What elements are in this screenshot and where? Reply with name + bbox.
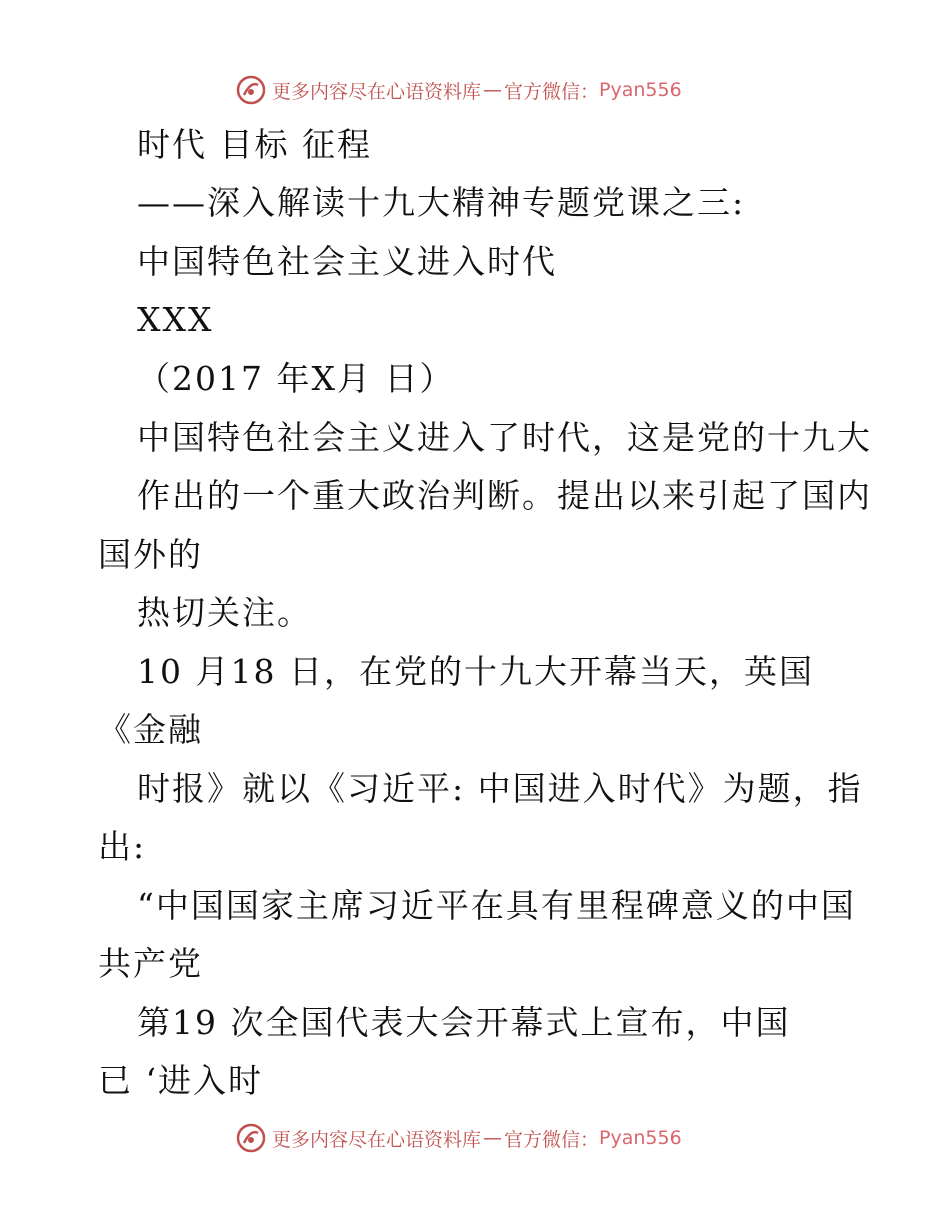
paragraph-line: 国外的 [98, 535, 203, 574]
doc-author: XXX [137, 300, 214, 339]
watermark-brand-text: 更多内容尽在心语资料库 [272, 80, 482, 103]
paragraph-line: 已 ‘进入时 [98, 1061, 263, 1100]
doc-date: （2017 年X月 日） [137, 359, 455, 398]
paragraph-line: 《金融 [98, 710, 203, 749]
doc-topic: 中国特色社会主义进入时代 [137, 242, 557, 281]
paragraph-line: 第19 次全国代表大会开幕式上宣布，中国 [137, 1003, 791, 1042]
watermark-brand-text: 更多内容尽在心语资料库 [272, 1128, 482, 1151]
doc-title: 时代 目标 征程 [137, 125, 372, 164]
paragraph-line: 热切关注。 [137, 593, 312, 632]
watermark-wechat-label: 官方微信： [504, 80, 600, 103]
paragraph-line: 共产党 [98, 944, 203, 983]
watermark-wechat-label: 官方微信： [504, 1128, 600, 1151]
paragraph-line: 10 月18 日，在党的十九大开幕当天，英国 [137, 652, 814, 691]
watermark-wechat-id: Pyan556 [599, 1127, 682, 1149]
paragraph-line: 作出的一个重大政治判断。提出以来引起了国内 [137, 476, 872, 515]
brand-logo-icon [236, 1123, 266, 1153]
paragraph-line: 时报》就以《习近平: 中国进入时代》为题，指 [137, 769, 863, 808]
footer-watermark [236, 1120, 682, 1156]
doc-subtitle: ——深入解读十九大精神专题党课之三: [137, 183, 746, 222]
brand-logo-icon [236, 75, 266, 105]
watermark-separator: — [483, 79, 503, 101]
paragraph-line: “中国国家主席习近平在具有里程碑意义的中国 [137, 886, 856, 925]
paragraph-line: 出: [98, 827, 147, 866]
header-watermark [236, 72, 682, 108]
watermark-wechat-id: Pyan556 [599, 79, 682, 101]
watermark-separator: — [483, 1127, 503, 1149]
paragraph-line: 中国特色社会主义进入了时代，这是党的十九大 [137, 418, 872, 457]
